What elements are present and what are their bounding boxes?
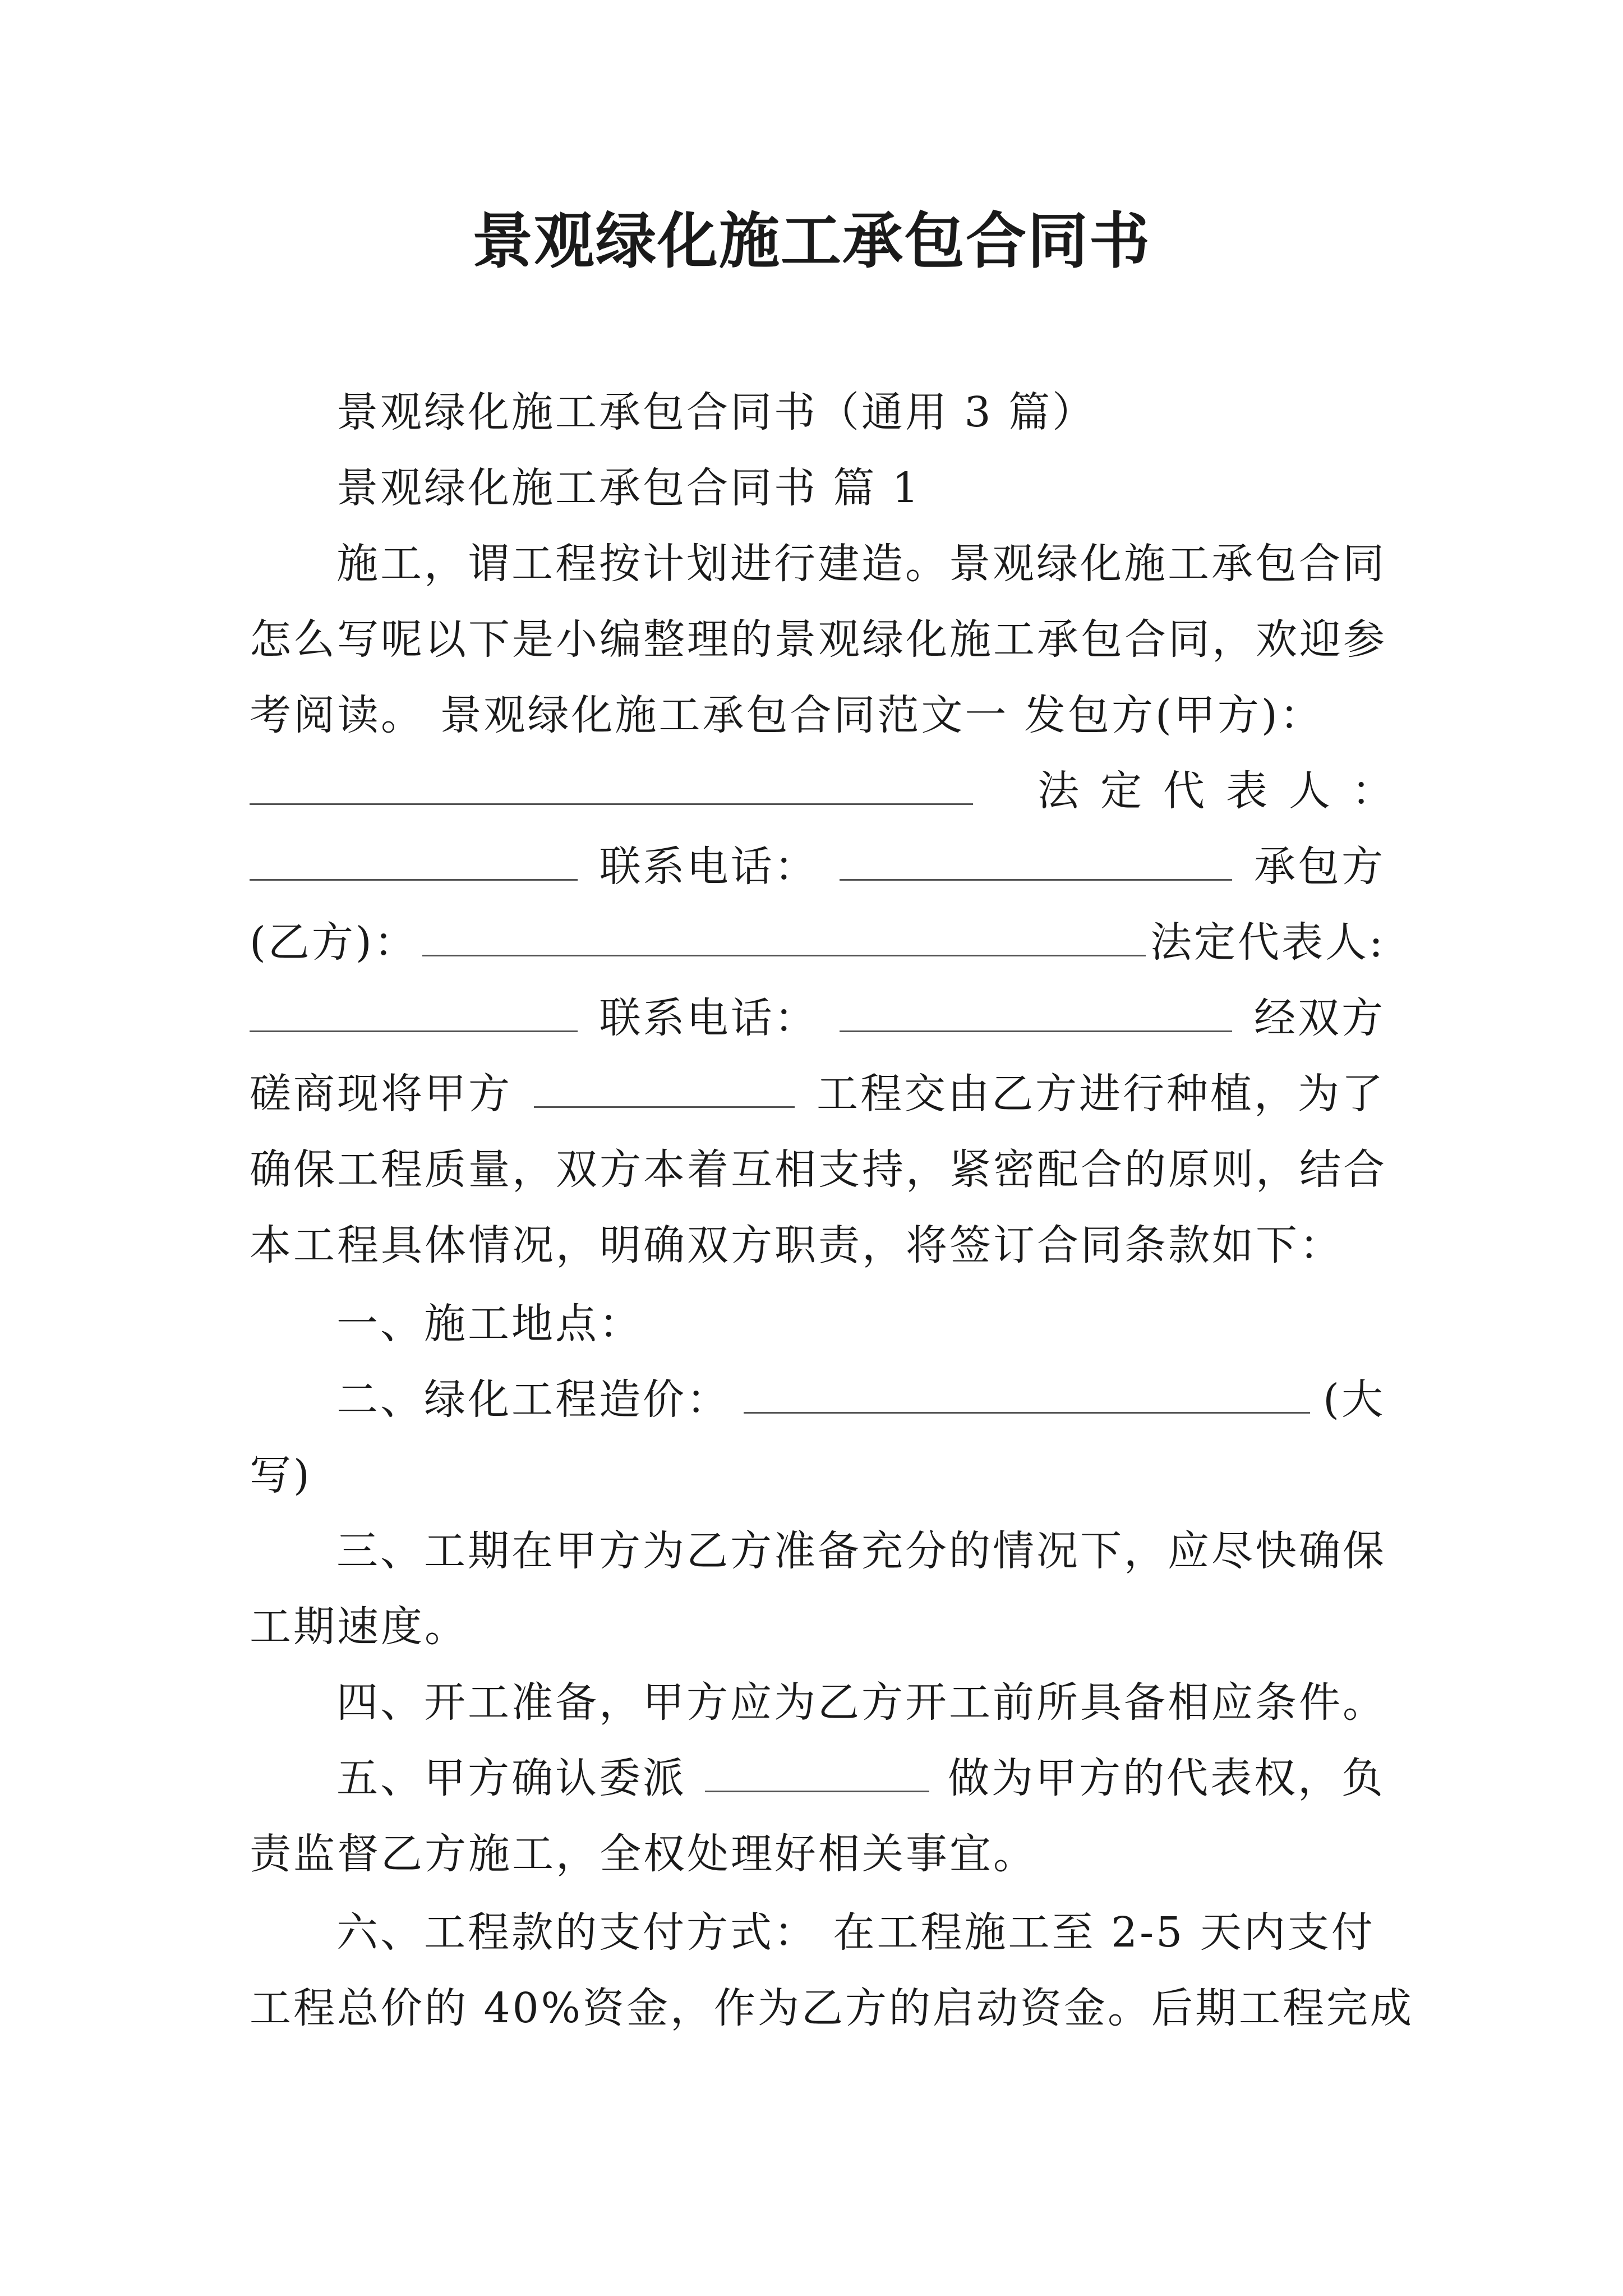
agree-part-3: 工程交由乙方进行种植，为了: [817, 1070, 1385, 1118]
legal-rep-row: [250, 763, 1414, 819]
clause-1: 一、施工地点：: [336, 1300, 643, 1348]
legal-rep-blank-2: [250, 990, 578, 1032]
agree-line-2: 确保工程质量，双方本着互相支持，紧密配合的原则，结合: [250, 1145, 1387, 1194]
legal-rep-label: [1038, 763, 1414, 819]
party-a-blank: [250, 763, 973, 805]
legal-rep-blank: [250, 839, 578, 881]
party-b-blank: [422, 914, 1146, 956]
phone-label-2: 联系电话：: [599, 994, 818, 1042]
phone-row-1: [250, 839, 1385, 895]
agree-part-2: 磋商现将甲方: [250, 1070, 512, 1118]
clause-5-part-1: 五、甲方确认委派: [336, 1754, 686, 1802]
phone-blank-1: [840, 839, 1232, 881]
clause-3-line-2: 工期速度。: [250, 1603, 468, 1651]
legal-rep-label-2: 法定代表人:: [1150, 918, 1385, 967]
project-blank: [534, 1066, 795, 1108]
phone-blank-2: [840, 990, 1232, 1032]
clause-6-line-2: 工程总价的 40%资金，作为乙方的启动资金。后期工程完成: [250, 1984, 1414, 2032]
document-title: 景观绿化施工承包合同书: [472, 206, 1151, 277]
intro-line-1: 施工，谓工程按计划进行建造。景观绿化施工承包合同: [336, 540, 1386, 588]
clause-2-wrap: 写): [250, 1451, 312, 1499]
clause-2-row: [336, 1372, 1385, 1428]
party-b-label: (乙方)：: [250, 918, 418, 967]
agree-row: [250, 1066, 1385, 1122]
clause-5-line-2: 责监督乙方施工，全权处理好相关事宜。: [250, 1830, 1037, 1878]
subtitle: 景观绿化施工承包合同书（通用 3 篇）: [336, 388, 1096, 436]
clause-6-line-1: 六、工程款的支付方式： 在工程施工至 2-5 天内支付: [336, 1908, 1375, 1957]
clause-4: 四、开工准备，甲方应为乙方开工前所具备相应条件。: [336, 1678, 1386, 1727]
clause-5-part-2: 做为甲方的代表权，负: [948, 1754, 1385, 1802]
party-b-row: [250, 914, 1385, 970]
phone-row-2: [250, 990, 1385, 1046]
phone-label-1: 联系电话：: [599, 843, 818, 891]
intro-line-2: 怎么写呢以下是小编整理的景观绿化施工承包合同，欢迎参: [250, 615, 1387, 664]
representative-blank: [705, 1750, 929, 1792]
contractor-label: 承包方: [1253, 843, 1385, 891]
section-heading: 景观绿化施工承包合同书 篇 1: [336, 464, 921, 512]
agree-line-3: 本工程具体情况，明确双方职责，将签订合同条款如下：: [250, 1221, 1343, 1269]
intro-line-3: 考阅读。 景观绿化施工承包合同范文一 发包方(甲方)：: [250, 691, 1324, 739]
clause-5-row: [336, 1750, 1385, 1806]
price-blank: [744, 1372, 1310, 1414]
clause-3-line-1: 三、工期在甲方为乙方准备充分的情况下，应尽快确保: [336, 1527, 1386, 1575]
agree-part-1: 经双方: [1253, 994, 1385, 1042]
clause-2-label: 二、绿化工程造价：: [336, 1375, 730, 1424]
legal-rep-label-text: 法定代表人：: [1038, 767, 1414, 815]
clause-2-suffix: (大: [1323, 1375, 1385, 1424]
